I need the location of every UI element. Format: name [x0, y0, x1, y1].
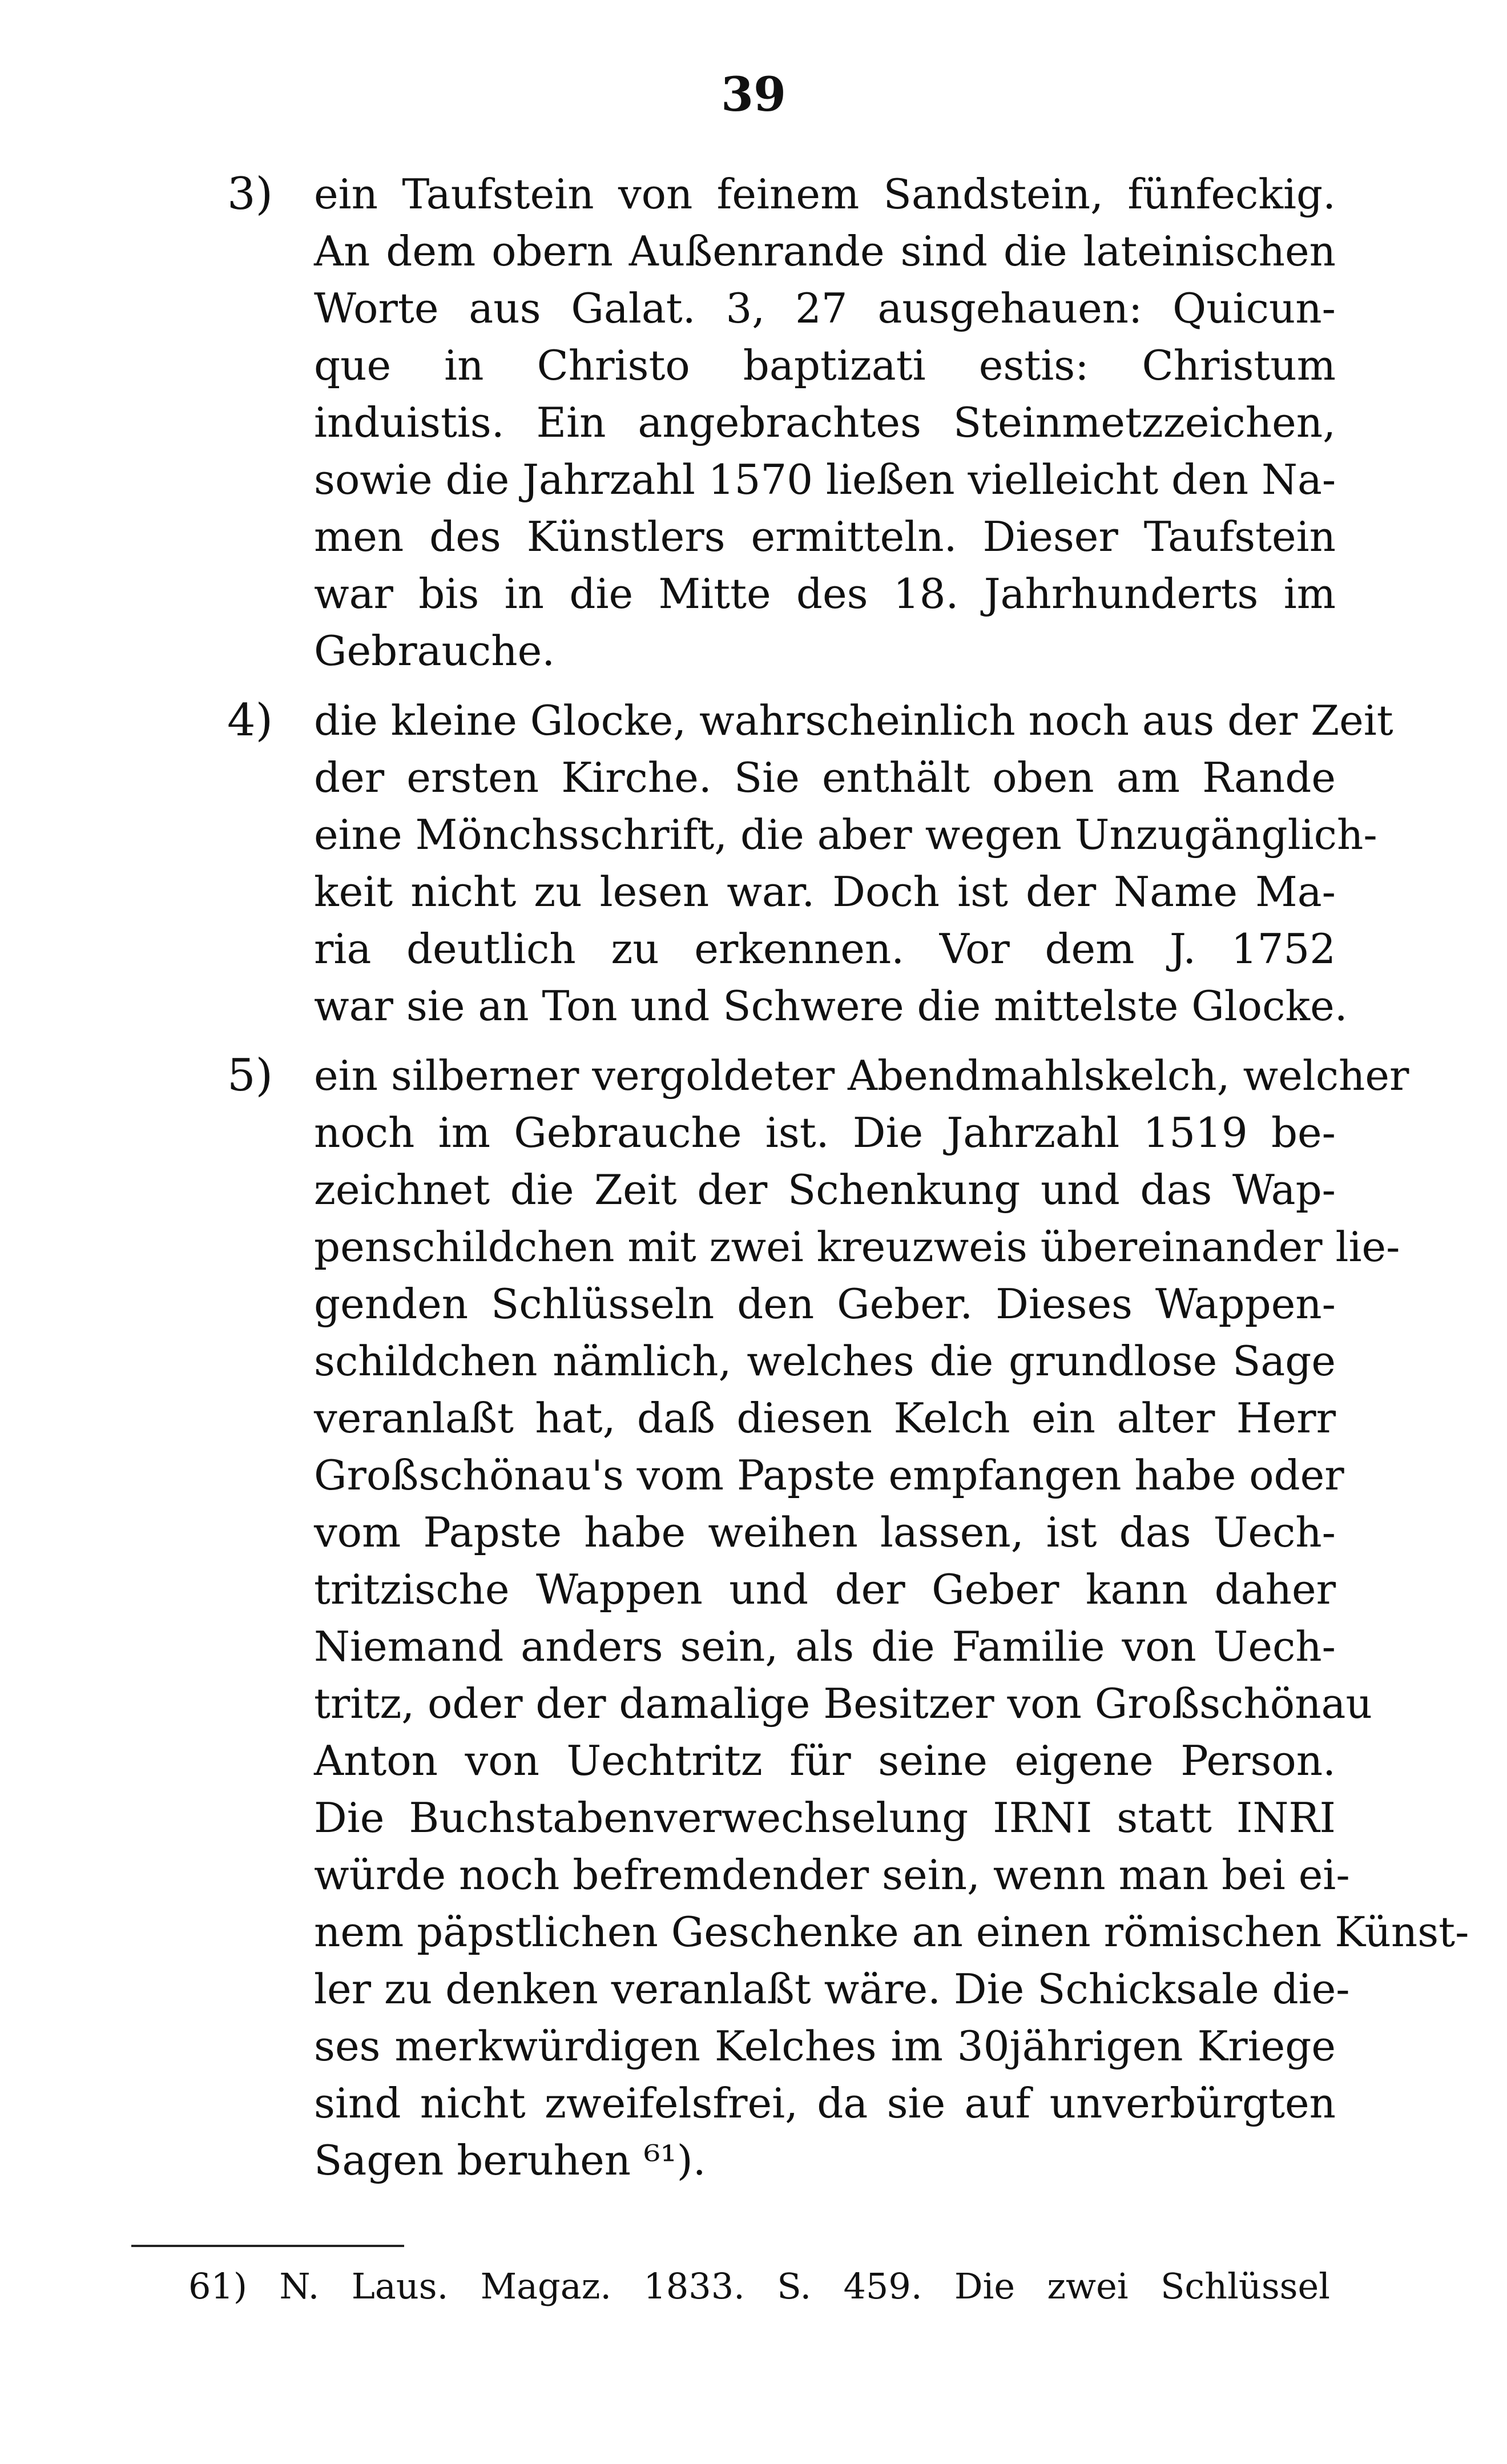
text-line: An dem obern Außenrande sind die lateinischen [314, 227, 1336, 275]
text-line: Sagen beruhen ⁶¹). [314, 2136, 706, 2184]
text-line: nem päpstlichen Geschenke an einen römischen Künst- [314, 1908, 1469, 1956]
text-line: Die Buchstabenverwechselung IRNI statt INRI [314, 1794, 1336, 1842]
text-line: würde noch befremdender sein, wenn man bei ei- [314, 1851, 1350, 1899]
text-line: induistis. Ein angebrachtes Steinmetzzeichen, [314, 398, 1336, 446]
list-item-5 [227, 1047, 1469, 2189]
text-line: Großschönau's vom Papste empfangen habe oder [314, 1451, 1344, 1499]
text-line: que in Christo baptizati estis: Christum [314, 341, 1336, 389]
text-line: war bis in die Mitte des 18. Jahrhunderts im [314, 570, 1336, 618]
text-line: Niemand anders sein, als die Familie von Uech- [314, 1622, 1336, 1670]
text-line: vom Papste habe weihen lassen, ist das Uech- [314, 1508, 1336, 1556]
text-line: Anton von Uechtritz für seine eigene Person. [314, 1737, 1336, 1785]
item-number: 4) [227, 695, 273, 746]
page-number: 39 [720, 67, 787, 122]
text-line: der ersten Kirche. Sie enthält oben am Rande [314, 754, 1336, 802]
list-item-3 [228, 166, 1336, 679]
inventory-list [227, 166, 1469, 2201]
text-line: Worte aus Galat. 3, 27 ausgehauen: Quicun- [314, 284, 1336, 332]
text-line: eine Mönchsschrift, die aber wegen Unzugänglich- [314, 811, 1377, 859]
text-line: ria deutlich zu erkennen. Vor dem J. 1752 [314, 925, 1336, 973]
text-line: sowie die Jahrzahl 1570 ließen vielleicht den Na- [314, 456, 1336, 504]
text-line: ses merkwürdigen Kelches im 30jährigen Kriege [314, 2022, 1336, 2070]
text-line: ein Taufstein von feinem Sandstein, fünfeckig. [314, 170, 1336, 218]
text-line: sind nicht zweifelsfrei, da sie auf unverbürgten [314, 2079, 1336, 2127]
text-line: war sie an Ton und Schwere die mittelste Glocke. [314, 982, 1348, 1030]
text-line: tritzische Wappen und der Geber kann daher [314, 1565, 1336, 1613]
footnote: 61) N. Laus. Magaz. 1833. S. 459. Die zwei Schlüssel [188, 2265, 1330, 2307]
text-line: penschildchen mit zwei kreuzweis übereinander lie- [314, 1223, 1400, 1271]
text-line: genden Schlüsseln den Geber. Dieses Wappen- [314, 1280, 1336, 1328]
text-line: keit nicht zu lesen war. Doch ist der Name Ma- [314, 868, 1336, 916]
item-number: 3) [227, 168, 273, 220]
text-line: men des Künstlers ermitteln. Dieser Taufstein [314, 513, 1336, 561]
text-line: schildchen nämlich, welches die grundlose Sage [314, 1337, 1336, 1385]
text-line: veranlaßt hat, daß diesen Kelch ein alter Herr [314, 1394, 1336, 1442]
footnote-divider [131, 2245, 404, 2247]
list-item-4 [227, 692, 1393, 1034]
text-line: die kleine Glocke, wahrscheinlich noch aus der Zeit [314, 696, 1393, 744]
text-line: tritz, oder der damalige Besitzer von Großschönau [314, 1680, 1372, 1728]
text-line: noch im Gebrauche ist. Die Jahrzahl 1519 be- [314, 1109, 1336, 1157]
text-line: zeichnet die Zeit der Schenkung und das Wap- [314, 1166, 1336, 1214]
item-number: 5) [227, 1050, 273, 1101]
text-line: Gebrauche. [314, 627, 555, 675]
text-line: ein silberner vergoldeter Abendmahlskelch, welcher [314, 1052, 1409, 1100]
text-line: ler zu denken veranlaßt wäre. Die Schicksale die- [314, 1965, 1350, 2013]
